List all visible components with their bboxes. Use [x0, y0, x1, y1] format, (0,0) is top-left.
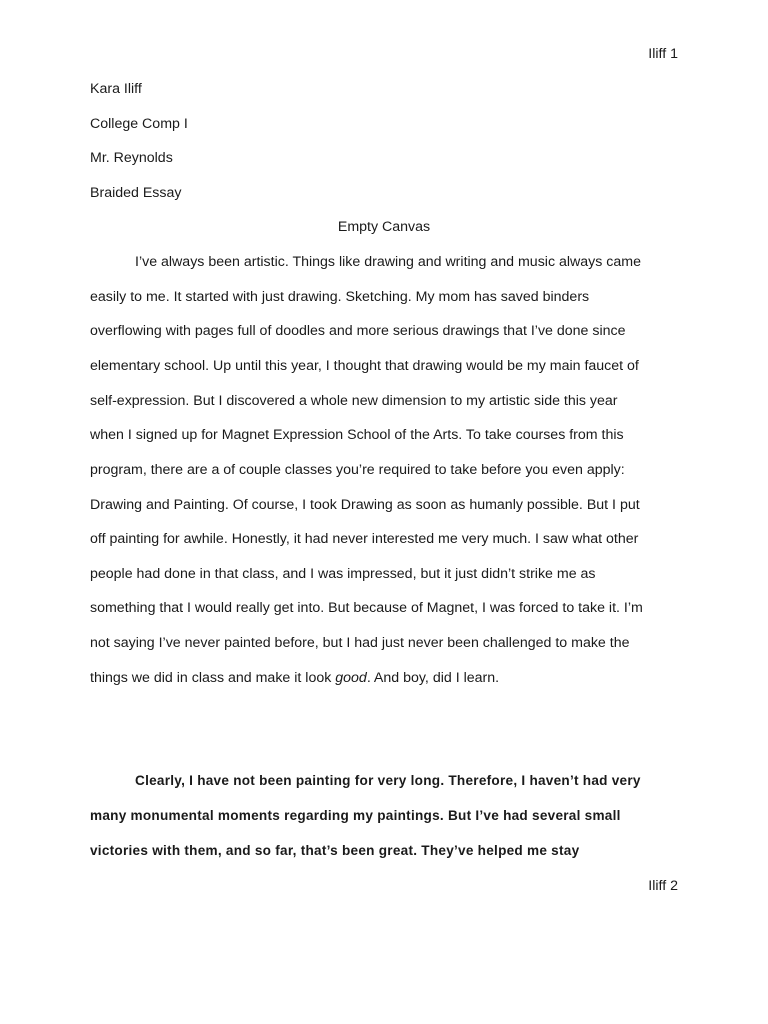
- instructor-name: Mr. Reynolds: [90, 150, 173, 166]
- course-name: College Comp I: [90, 116, 188, 132]
- running-header-page-2: Iliff 2: [648, 878, 678, 894]
- paragraph-line: self-expression. But I discovered a whole new dimension to my artistic side this year: [90, 393, 618, 409]
- bold-paragraph-line: many monumental moments regarding my paintings. But I’ve had several small: [90, 808, 621, 823]
- bold-paragraph-line: victories with them, and so far, that’s been great. They’ve helped me stay: [90, 843, 580, 858]
- author-name: Kara Iliff: [90, 81, 142, 97]
- paragraph-line: when I signed up for Magnet Expression School of the Arts. To take courses from this: [90, 427, 624, 443]
- paragraph-line: Drawing and Painting. Of course, I took Drawing as soon as humanly possible. But I put: [90, 497, 640, 513]
- paragraph-line: overflowing with pages full of doodles and more serious drawings that I’ve done since: [90, 323, 626, 339]
- last-line-ending: . And boy, did I learn.: [366, 670, 500, 686]
- paragraph-line: not saying I’ve never painted before, but I had just never been challenged to make the: [90, 635, 630, 651]
- last-line-text: things we did in class and make it look: [90, 670, 336, 686]
- paragraph-line: easily to me. It started with just drawing. Sketching. My mom has saved binders: [90, 289, 590, 305]
- paragraph-line: people had done in that class, and I was impressed, but it just didn’t strike me as: [90, 566, 596, 582]
- essay-title: Empty Canvas: [337, 219, 431, 235]
- paragraph-line: program, there are a of couple classes you’re required to take before you even apply:: [90, 462, 625, 478]
- paragraph-last-line: [90, 669, 499, 687]
- bold-paragraph-line: Clearly, I have not been painting for very long. Therefore, I haven’t had very: [135, 773, 641, 788]
- paragraph-line: off painting for awhile. Honestly, it had never interested me very much. I saw what other: [90, 531, 639, 547]
- paragraph-line: I’ve always been artistic. Things like drawing and writing and music always came: [135, 254, 641, 270]
- running-header-page-1: Iliff 1: [648, 46, 678, 62]
- paragraph-line: something that I would really get into. But because of Magnet, I was forced to take it. I’m: [90, 600, 643, 616]
- paragraph-line: elementary school. Up until this year, I thought that drawing would be my main faucet of: [90, 358, 639, 374]
- emphasized-word: good: [335, 670, 367, 686]
- assignment-name: Braided Essay: [90, 185, 182, 201]
